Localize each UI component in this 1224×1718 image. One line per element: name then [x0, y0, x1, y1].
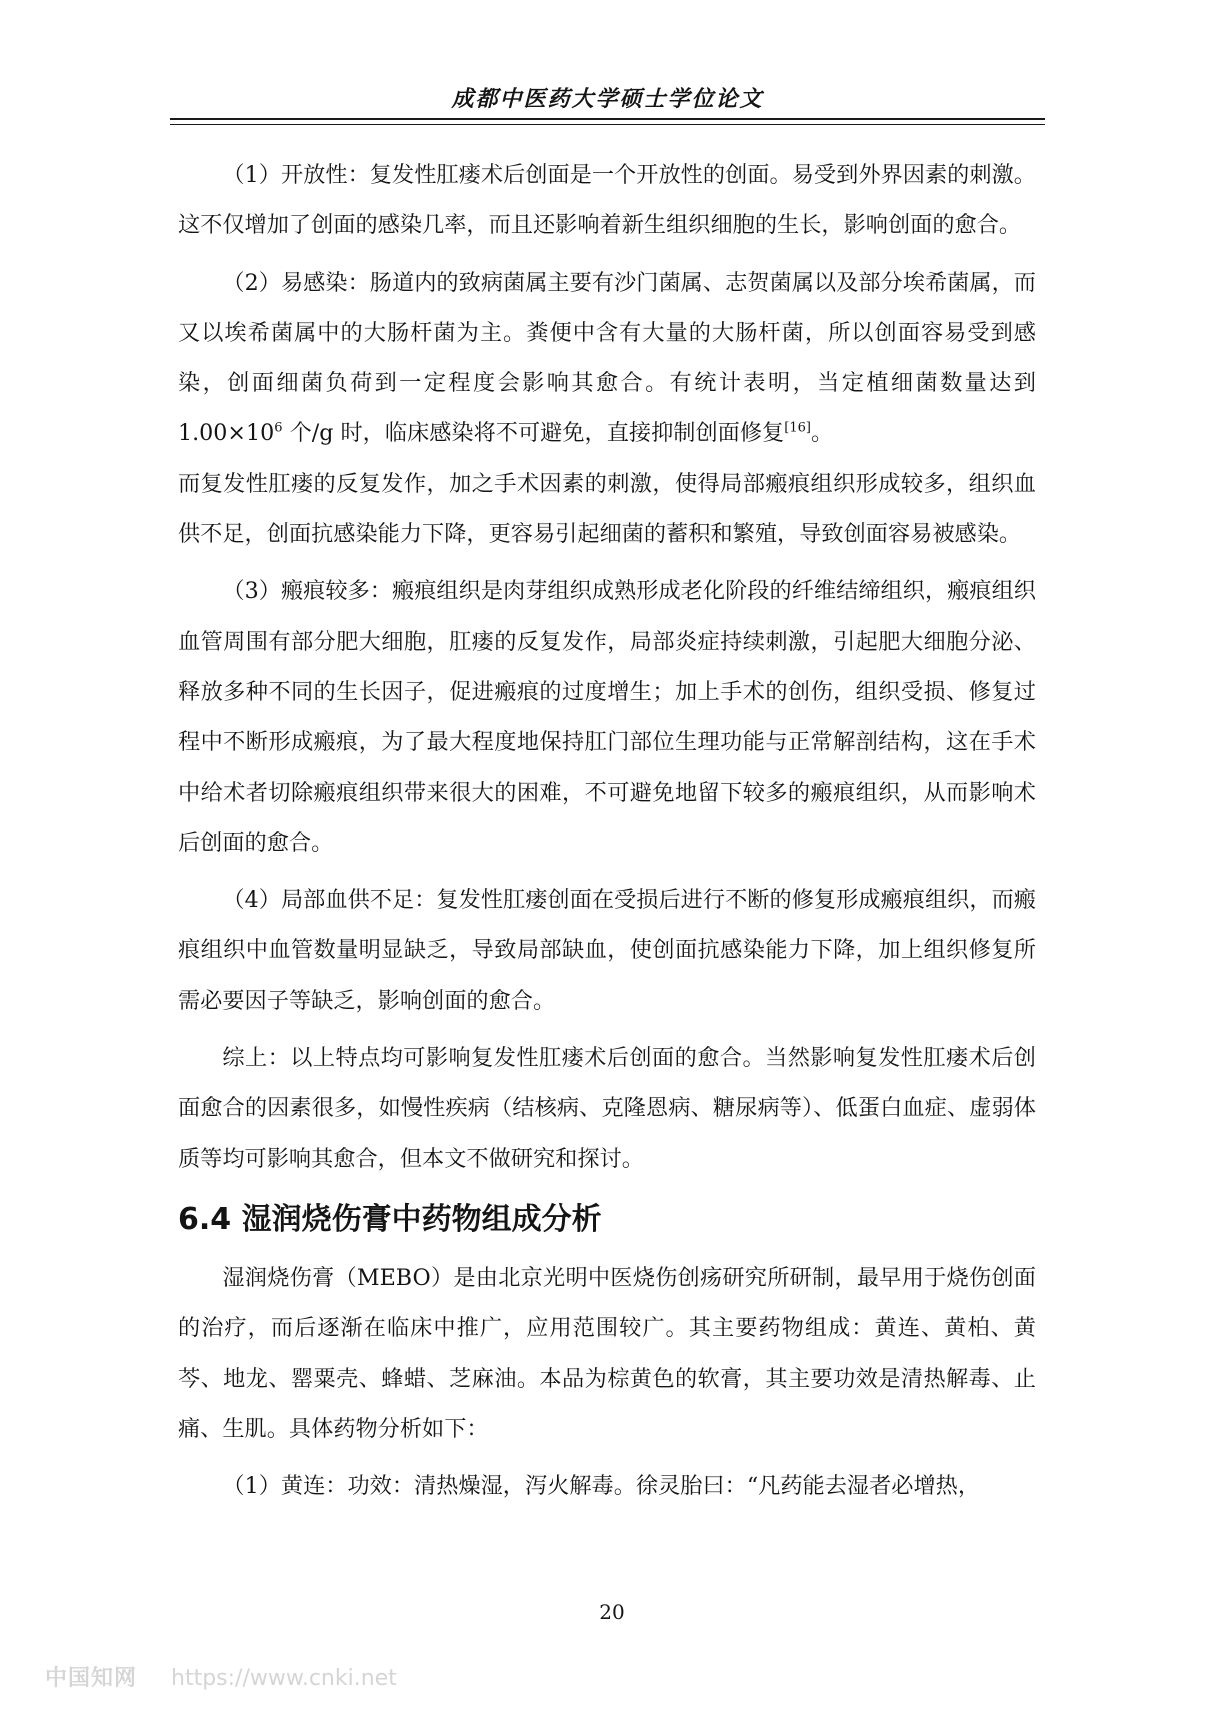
paragraph-scarring: （3）瘢痕较多：瘢痕组织是肉芽组织成熟形成老化阶段的纤维结缔组织，瘢痕组织血管周围有部分肥大细胞，肛瘘的反复发作，局部炎症持续刺激，引起肥大细胞分泌、释放多种不同的生长因子，促进瘢痕的过度增生；加上手术的创伤，组织受损、修复过程中不断形成瘢痕，为了最大程度地保持肛门部位生理功能与正常解剖结构，这在手术中给术者切除瘢痕组织带来很大的困难，不可避免地留下较多的瘢痕组织，从而影响术后创面的愈合。	[178, 578, 1036, 856]
cnki-watermark	[45, 1661, 397, 1692]
page-body	[178, 150, 1036, 1511]
paragraph-openness: （1）开放性：复发性肛瘘术后创面是一个开放性的创面。易受到外界因素的刺激。这不仅增加了创面的感染几率，而且还影响着新生组织细胞的生长，影响创面的愈合。	[178, 162, 1036, 239]
paragraph-mebo: 湿润烧伤膏（MEBO）是由北京光明中医烧伤创疡研究所研制，最早用于烧伤创面的治疗，而后逐渐在临床中推广，应用范围较广。其主要药物组成：黄连、黄柏、黄芩、地龙、罂粟壳、蜂蜡、芝麻油。本品为棕黄色的软膏，其主要功效是清热解毒、止痛、生肌。具体药物分析如下：	[178, 1264, 1036, 1442]
page-number: 20	[599, 1600, 625, 1624]
paragraph-huanglian: （1）黄连：功效：清热燥湿，泻火解毒。徐灵胎曰：“凡药能去湿者必增热，	[222, 1473, 981, 1500]
header-rule-thin	[170, 124, 1045, 125]
paragraph-blood-supply: （4）局部血供不足：复发性肛瘘创面在受损后进行不断的修复形成瘢痕组织，而瘢痕组织中血管数量明显缺乏，导致局部缺血，使创面抗感染能力下降，加上组织修复所需必要因子等缺乏，影响创面的愈合。	[178, 887, 1036, 1014]
infection-text-a: （2）易感染：肠道内的致病菌属主要有沙门菌属、志贺菌属以及部分埃希菌属，而又以埃希菌属中的大肠杆菌为主。粪便中含有大量的大肠杆菌，所以创面容易受到感染，创面细菌负荷到一定程度会影响其愈合。有统计表明，当定植细菌数量达到 1.00×10	[178, 269, 1036, 447]
header-rule-thick	[170, 118, 1045, 120]
cnki-brand: 中国知网	[45, 1666, 138, 1691]
infection-text-c: 。	[810, 420, 834, 447]
citation-ref[interactable]: [16]	[784, 421, 811, 437]
paragraph-infection-cont: 而复发性肛瘘的反复发作，加之手术因素的刺激，使得局部瘢痕组织形成较多，组织血供不足，创面抗感染能力下降，更容易引起细菌的蓄积和繁殖，导致创面容易被感染。	[178, 470, 1036, 548]
thesis-header: 成都中医药大学硕士学位论文	[451, 86, 764, 112]
section-heading: 6.4 湿润烧伤膏中药物组成分析	[178, 1201, 602, 1237]
paragraph-infection	[178, 258, 1036, 459]
cnki-url[interactable]: https://www.cnki.net	[171, 1666, 397, 1691]
infection-text-b: 个/g 时，临床感染将不可避免，直接抑制创面修复	[282, 420, 785, 447]
exponent: 6	[274, 421, 283, 437]
paragraph-summary: 综上：以上特点均可影响复发性肛瘘术后创面的愈合。当然影响复发性肛瘘术后创面愈合的因素很多，如慢性疾病（结核病、克隆恩病、糖尿病等）、低蛋白血症、虚弱体质等均可影响其愈合，但本文不做研究和探讨。	[178, 1045, 1036, 1172]
